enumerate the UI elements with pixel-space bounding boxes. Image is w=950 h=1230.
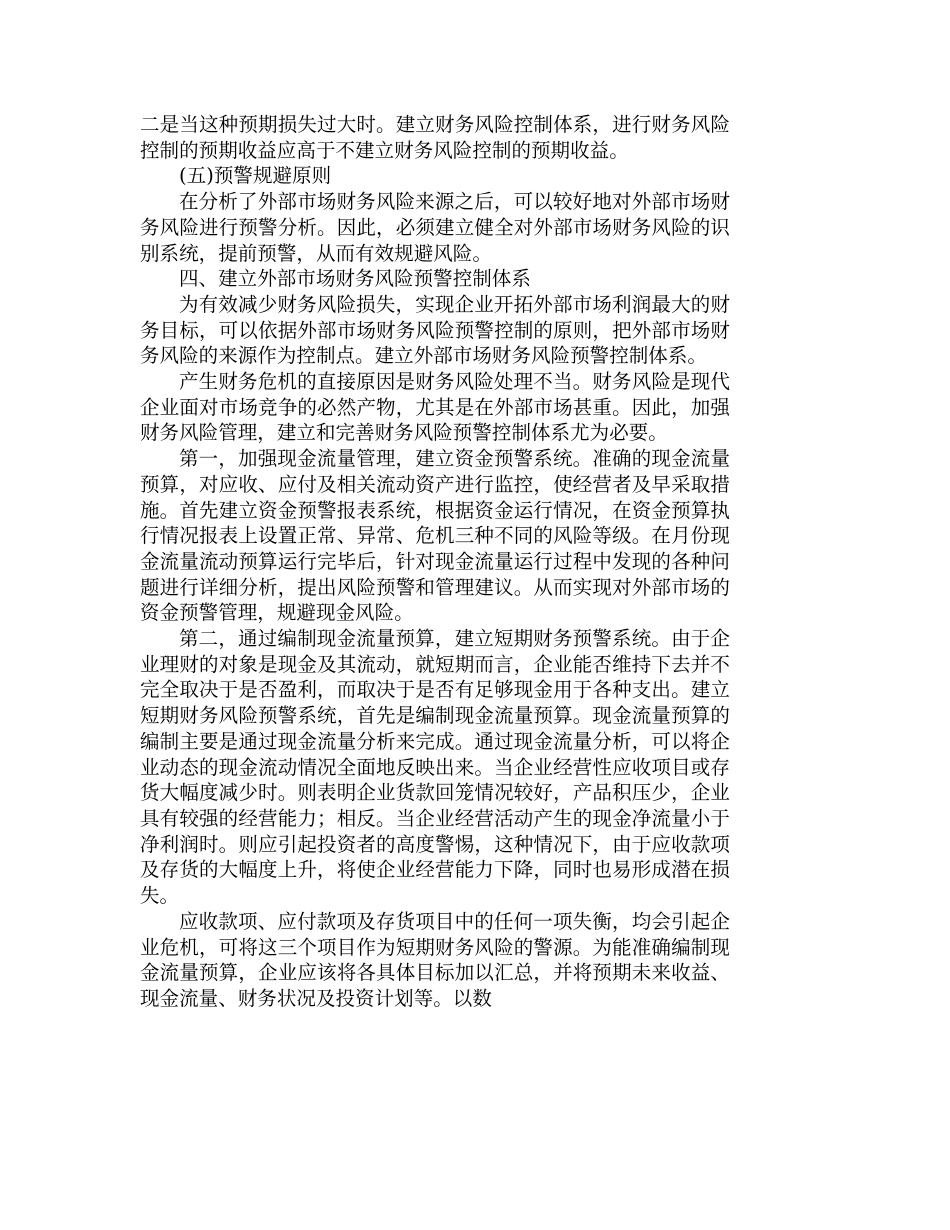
paragraph: 应收款项、应付款项及存货项目中的任何一项失衡，均会引起企业危机，可将这三个项目作为短期财务风险的警源。为能准确编制现金流量预算，企业应该将各具体目标加以汇总，并将预期未来收益、现金流量、财务状况及投资计划等。以数 [140,909,730,1010]
paragraph: 第一，加强现金流量管理，建立资金预警系统。准确的现金流量预算，对应收、应付及相关流动资产进行监控，使经营者及早采取措施。首先建立资金预警报表系统，根据资金运行情况，在资金预算执行情况报表上设置正常、异常、危机三种不同的风险等级。在月份现金流量流动预算运行完毕后，针对现金流量运行过程中发现的各种问题进行详细分析，提出风险预警和管理建议。从而实现对外部市场的资金预警管理，规避现金风险。 [140,447,730,625]
paragraph: 产生财务危机的直接原因是财务风险处理不当。财务风险是现代企业面对市场竞争的必然产物，尤其是在外部市场甚重。因此，加强财务风险管理，建立和完善财务风险预警控制体系尤为必要。 [140,370,730,445]
paragraph: 为有效减少财务风险损失，实现企业开拓外部市场利润最大的财务目标，可以依据外部市场财务风险预警控制的原则，把外部市场财务风险的来源作为控制点。建立外部市场财务风险预警控制体系。 [140,292,730,368]
section-heading-early-warning-principle: (五)预警规避原则 [179,164,332,188]
section-heading-control-system: 四、建立外部市场财务风险预警控制体系 [179,267,531,291]
paragraph: 第二，通过编制现金流量预算，建立短期财务预警系统。由于企业理财的对象是现金及其流动，就短期而言，企业能否维持下去并不完全取决于是否盈利，而取决于是否有足够现金用于各种支出。建立短期财务风险预警系统，首先是编制现金流量预算。现金流量预算的编制主要是通过现金流量分析来完成。通过现金流量分析，可以将企业动态的现金流动情况全面地反映出来。当企业经营性应收项目或存货大幅度减少时。则表明企业货款回笼情况较好，产品积压少，企业具有较强的经营能力；相反。当企业经营活动产生的现金净流量小于净利润时。则应引起投资者的高度警惕，这种情况下，由于应收款项及存货的大幅度上升，将使企业经营能力下降，同时也易形成潜在损失。 [140,627,730,908]
document-page [140,112,730,1012]
paragraph: 在分析了外部市场财务风险来源之后，可以较好地对外部市场财务风险进行预警分析。因此，必须建立健全对外部市场财务风险的识别系统，提前预警，从而有效规避风险。 [140,190,730,265]
paragraph-continuation: 二是当这种预期损失过大时。建立财务风险控制体系，进行财务风险控制的预期收益应高于不建立财务风险控制的预期收益。 [140,113,730,162]
